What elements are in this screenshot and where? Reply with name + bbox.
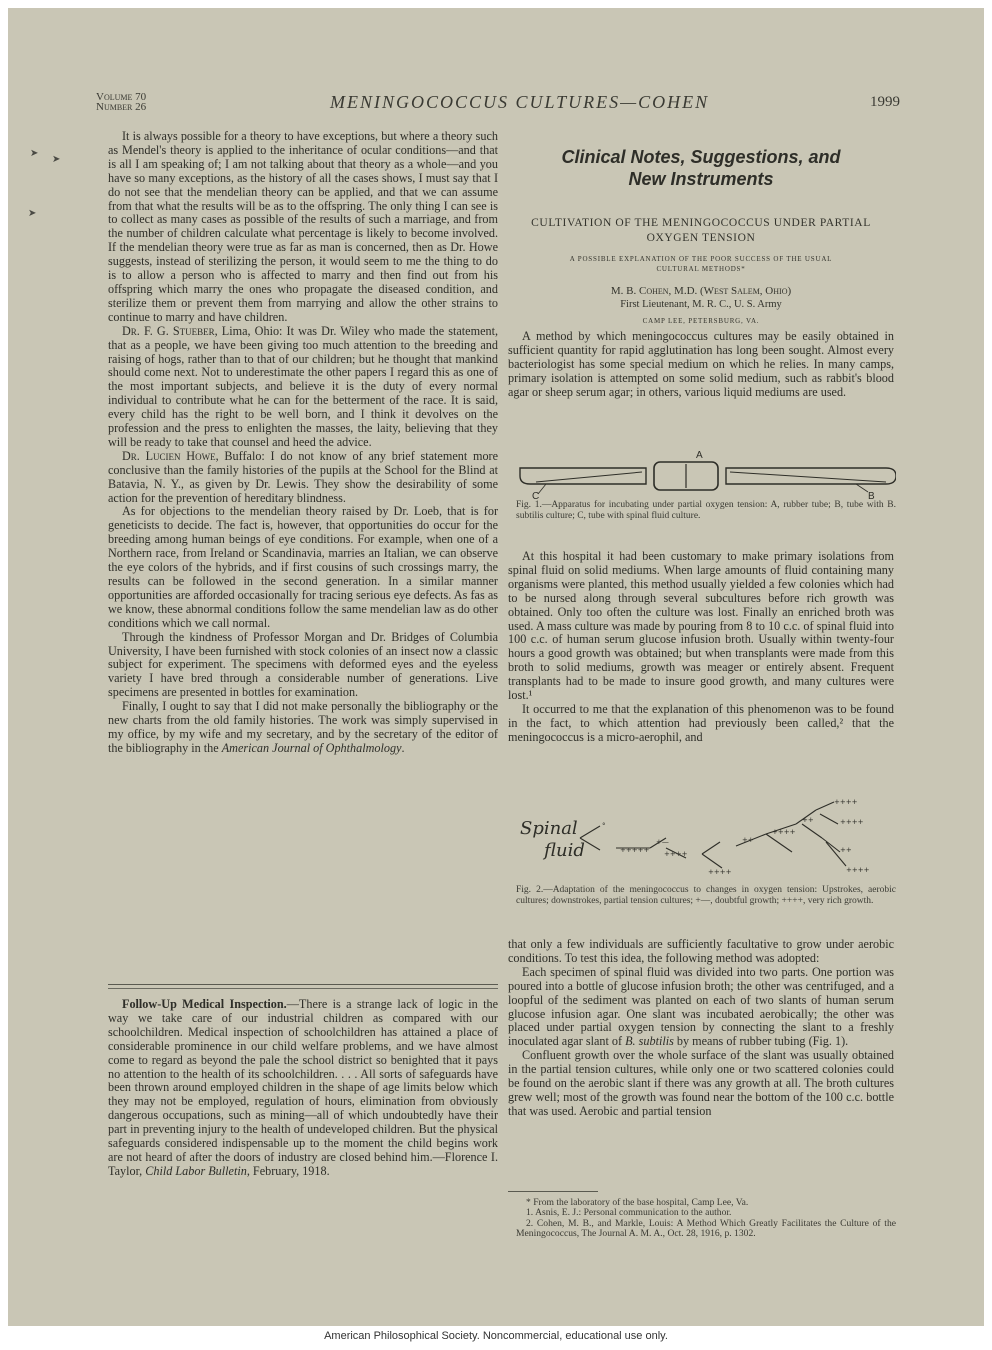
- figure-1-caption: Fig. 1.—Apparatus for incubating under partial oxygen tension: A, rubber tube; B, tube with B. subtilis culture; C, tube with spinal fluid culture.: [516, 500, 896, 521]
- article-subtitle-line: CULTURAL METHODS*: [656, 265, 746, 273]
- tube-b: [726, 468, 896, 484]
- footnote-divider: [508, 1191, 598, 1192]
- paragraph-text: , Lima, Ohio: It was Dr. Wiley who made the statement, that as a people, we have been giving too much attention to the breeding and raising of hogs, rather than to that of our children; but he thought that mankind should come next. Not to underestimate the other papers I regard this as one of the most important subjects, and believe it is the duty of every normal individual to contribute what he can for the betterment of the race. It is said, every child has the right to be well born, and I think it devolves on the profession and the press to enlighten the masses, the laity, believing that they will be ready to take that counsel and heed the advice.: [108, 323, 499, 449]
- svg-text:++++: ++++: [664, 850, 688, 858]
- svg-text:°: °: [602, 822, 606, 830]
- label-b-leader: [856, 484, 868, 492]
- paragraph-text: Each specimen of spinal fluid was divided into two parts. One portion was poured into a bottle of glucose infusion broth; the other was centrifuged, and a loopful of the sediment was planted on each of two slants of human serum glucose infusion agar. One slant was incubated aerobically; the other was placed under partial oxygen tension by connecting the slant to a freshly inoculated agar slant of: [508, 964, 894, 1049]
- author-name: M. B. Cohen, M.D. (West Salem, Ohio): [610, 285, 792, 297]
- svg-text:+—: +—: [656, 838, 669, 846]
- apparatus-figure: [516, 448, 896, 500]
- margin-mark: ➤: [52, 154, 61, 165]
- paragraph-text: Finally, I ought to say that I did not make personally the bibliography or the new charts from the old family histories. The work was simply supervised in my office, by my wife and my secretary, and by the secretary of the editor of the bibliography in the: [108, 699, 498, 755]
- medium-slant-c: [536, 472, 642, 482]
- article-subtitle-line: A POSSIBLE EXPLANATION OF THE POOR SUCCESS OF THE USUAL: [569, 255, 833, 263]
- paragraph-text: —There is a strange lack of logic in the way we take care of our industrial children as compared with our schoolchildren. Medical inspection of schoolchildren has attained a place of considerable prominence in our child welfare problems, and we have almost come to regard as beyond the pale the school district so benighted that it pays no attention to the health of its schoolchildren. . . . All sorts of safeguards have been thrown around employed children in the shape of age limits below which they may not be employed, regulation of hours, elimination from obviously dangerous occupations, such as mining—all of which undoubtedly have their part in preventing injury to the health of undeveloped children. But the physical safeguards considered indispensable up to the moment the child begins work are not heard of after the doors of industry are closed behind him.—Florence I. Taylor,: [108, 997, 498, 1178]
- svg-text:++: ++: [840, 846, 852, 854]
- speaker-name: Dr. Lucien Howe: [122, 448, 216, 463]
- adaptation-diagram: [516, 794, 896, 886]
- paragraph: Through the kindness of Professor Morgan and Dr. Bridges of Columbia University, I have been furnished with stock colonies of an insect now a classic subject for experiment. The specimens with deformed eyes and the eyeless variety I have bred through a considerable number of generations. Live specimens are presented in bottles for examination.: [108, 629, 498, 700]
- article-title: [508, 216, 894, 246]
- svg-text:++: ++: [742, 836, 754, 844]
- page-number: 1999: [870, 94, 900, 110]
- medium-slant-b: [730, 472, 886, 482]
- paragraph: As for objections to the mendelian theory raised by Dr. Loeb, that is for geneticists to decide. The fact is, however, that opportunities do occur for the breeding among human beings of eye conditions. For example, when one of a Northern race, from Ireland or Scandinavia, marries an Italian, we can observe the eye colors of the hybrids, and if first cousins of such crossings marry, the results can be followed in the second generation. In a similar manner opportunities are afforded occasionally for tracing serious eye defects. As fas as we know, these abnormal conditions follow the same mendelian law as do other conditions which we call normal.: [108, 504, 498, 630]
- svg-text:++: ++: [802, 816, 814, 824]
- svg-text:+++++: +++++: [620, 846, 650, 854]
- label-b: B: [868, 491, 875, 500]
- section-title-line: New Instruments: [628, 169, 774, 189]
- article-heading: Follow-Up Medical Inspection.: [122, 997, 287, 1011]
- right-column-body: [508, 550, 894, 745]
- growth-markers: [602, 798, 870, 876]
- margin-mark: ➤: [28, 208, 37, 219]
- paragraph: [108, 450, 498, 506]
- footnote: 2. Cohen, M. B., and Markle, Louis: A Method Which Greatly Facilitates the Culture of the Meningococcus, The Journal A. M. A., Oct. 28, 1916, p. 1302.: [516, 1217, 896, 1240]
- label-c: C: [532, 491, 540, 500]
- paragraph: A method by which meningococcus cultures may be easily obtained in sufficient quantity for rapid agglutination has long been sought. Almost every bacteriologist has some special medium on which he relies. In many camps, primary isolation is attempted on some solid medium, such as rabbit's blood agar or sheep serum agar; in others, various liquid mediums are used.: [508, 329, 894, 399]
- author-block: [508, 284, 894, 312]
- volume-number: Volume 70: [96, 91, 147, 103]
- article-subtitle: [508, 254, 894, 274]
- label-a: A: [696, 450, 703, 461]
- paragraph: [108, 325, 498, 450]
- svg-text:++++: ++++: [840, 818, 864, 826]
- source-name: Child Labor Bulletin: [145, 1163, 247, 1178]
- svg-text:++++: ++++: [846, 866, 870, 874]
- right-column-continued: [508, 938, 894, 1119]
- margin-mark: ➤: [30, 148, 39, 159]
- organism-name: B. subtilis: [625, 1034, 674, 1049]
- paragraph: [508, 966, 894, 1049]
- article-title-line: CULTIVATION OF THE MENINGOCOCCUS UNDER PARTIAL: [531, 217, 871, 229]
- right-column-intro: [508, 330, 894, 400]
- section-title: [508, 146, 894, 190]
- paragraph: that only a few individuals are sufficiently facultative to grow under aerobic conditions. To test this idea, the following method was adopted:: [508, 937, 894, 965]
- paragraph: At this hospital it had been customary to make primary isolations from spinal fluid on solid mediums. When large amounts of fluid containing many organisms were planted, this method usually yielded a few colonies which had to be nursed along through several subcultures before rich growth was obtained. Only too often the culture was lost. Finally an enriched broth was used. A mass culture was made by pouring from 8 to 10 c.c. of spinal fluid into 100 c.c. of human serum glucose infusion broth. Usually within twenty-four hours a good growth was obtained; but when transplants were made from this broth to solid mediums, growth was meager or entirely absent. Frequent transplants had to be made to insure good growth, and many cultures were lost.¹: [508, 549, 894, 703]
- paragraph-text: .: [401, 740, 405, 755]
- paragraph: It occurred to me that the explanation of this phenomenon was to be found in the fact, to which attention had previously been called,² that the meningococcus is a micro-aerophil, and: [508, 701, 894, 744]
- usage-notice: American Philosophical Society. Noncommercial, educational use only.: [324, 1330, 668, 1342]
- speaker-name: Dr. F. G. Stueber: [122, 323, 215, 338]
- paragraph-text: by means of rubber tubing (Fig. 1).: [673, 1034, 849, 1049]
- svg-text:++++: ++++: [772, 828, 796, 836]
- diagram-label-fluid: fluid: [544, 840, 585, 861]
- svg-text:++++: ++++: [834, 798, 858, 806]
- adaptation-branches: [580, 802, 846, 868]
- section-divider: [108, 988, 498, 989]
- journal-page: [8, 8, 984, 1326]
- figure-2-caption: Fig. 2.—Adaptation of the meningococcus to changes in oxygen tension: Upstrokes, aerobic cultures; downstrokes, partial tension cultures; +—, doubtful growth; ++++, very rich growth.: [516, 885, 896, 906]
- footnotes: [516, 1198, 896, 1240]
- paragraph: Confluent growth over the whole surface of the slant was usually obtained in the partial tension cultures, while only one or two scattered colonies could be found on the aerobic slant if there was any growth at all. The broth cultures grew well; most of the growth was found near the bottom of the 100 c.c. bottle that was used. Aerobic and partial tension: [508, 1048, 894, 1118]
- left-column: [108, 130, 498, 756]
- section-divider: [108, 984, 498, 985]
- author-location: CAMP LEE, PETERSBURG, VA.: [642, 317, 760, 325]
- diagram-label-spinal: Spinal: [520, 818, 578, 839]
- issue-number: Number 26: [96, 101, 147, 113]
- section-title-line: Clinical Notes, Suggestions, and: [561, 147, 841, 167]
- svg-text:++++: ++++: [708, 868, 732, 876]
- journal-name: American Journal of Ophthalmology: [221, 740, 402, 755]
- paragraph-text: , February, 1918.: [246, 1163, 330, 1178]
- paragraph: [108, 700, 498, 756]
- volume-label: [96, 92, 146, 112]
- paragraph-text: , Buffalo: I do not know of any brief statement more conclusive than the family histories of the pupils at the School for the Blind at Batavia, N. Y., as given by Dr. Lewis. They show the desirability of some action for the prevention of hereditary blindness.: [108, 448, 499, 505]
- paragraph: It is always possible for a theory to have exceptions, but where a theory such as Mendel's theory is applied to the inheritance of ocular conditions—and that is all I am speaking of; I am not talking about that theory as a whole—and you have so many exceptions, as the history of all the cases shows, I must say that I do not see that the mendelian theory can be applied, and that we can assume from that what the results will be as to the offspring. The only thing I can see is to collect as many cases as possible of the results of such a marriage, and from the number of children calculate what percentage is likely to become involved. If the mendelian theory were true as far as man is concerned, then as Dr. Howe suggests, instead of sterilizing the person, it would seem to me the thing to do is to allow a person who is affected to marry and then find out from his offspring which marry the ones who propagate the diseased condition, and sterilize them or prevent them from marrying and allow the other strains to continue to marry and have children.: [108, 129, 498, 324]
- paragraph: [108, 998, 498, 1179]
- running-title: MENINGOCOCCUS CULTURES—COHEN: [330, 92, 710, 112]
- author-rank: First Lieutenant, M. R. C., U. S. Army: [620, 299, 782, 310]
- footnote: * From the laboratory of the base hospital, Camp Lee, Va.: [526, 1197, 749, 1208]
- article-title-line: OXYGEN TENSION: [646, 232, 756, 244]
- followup-article: [108, 998, 498, 1179]
- footnote: 1. Asnis, E. J.: Personal communication to the author.: [526, 1207, 732, 1219]
